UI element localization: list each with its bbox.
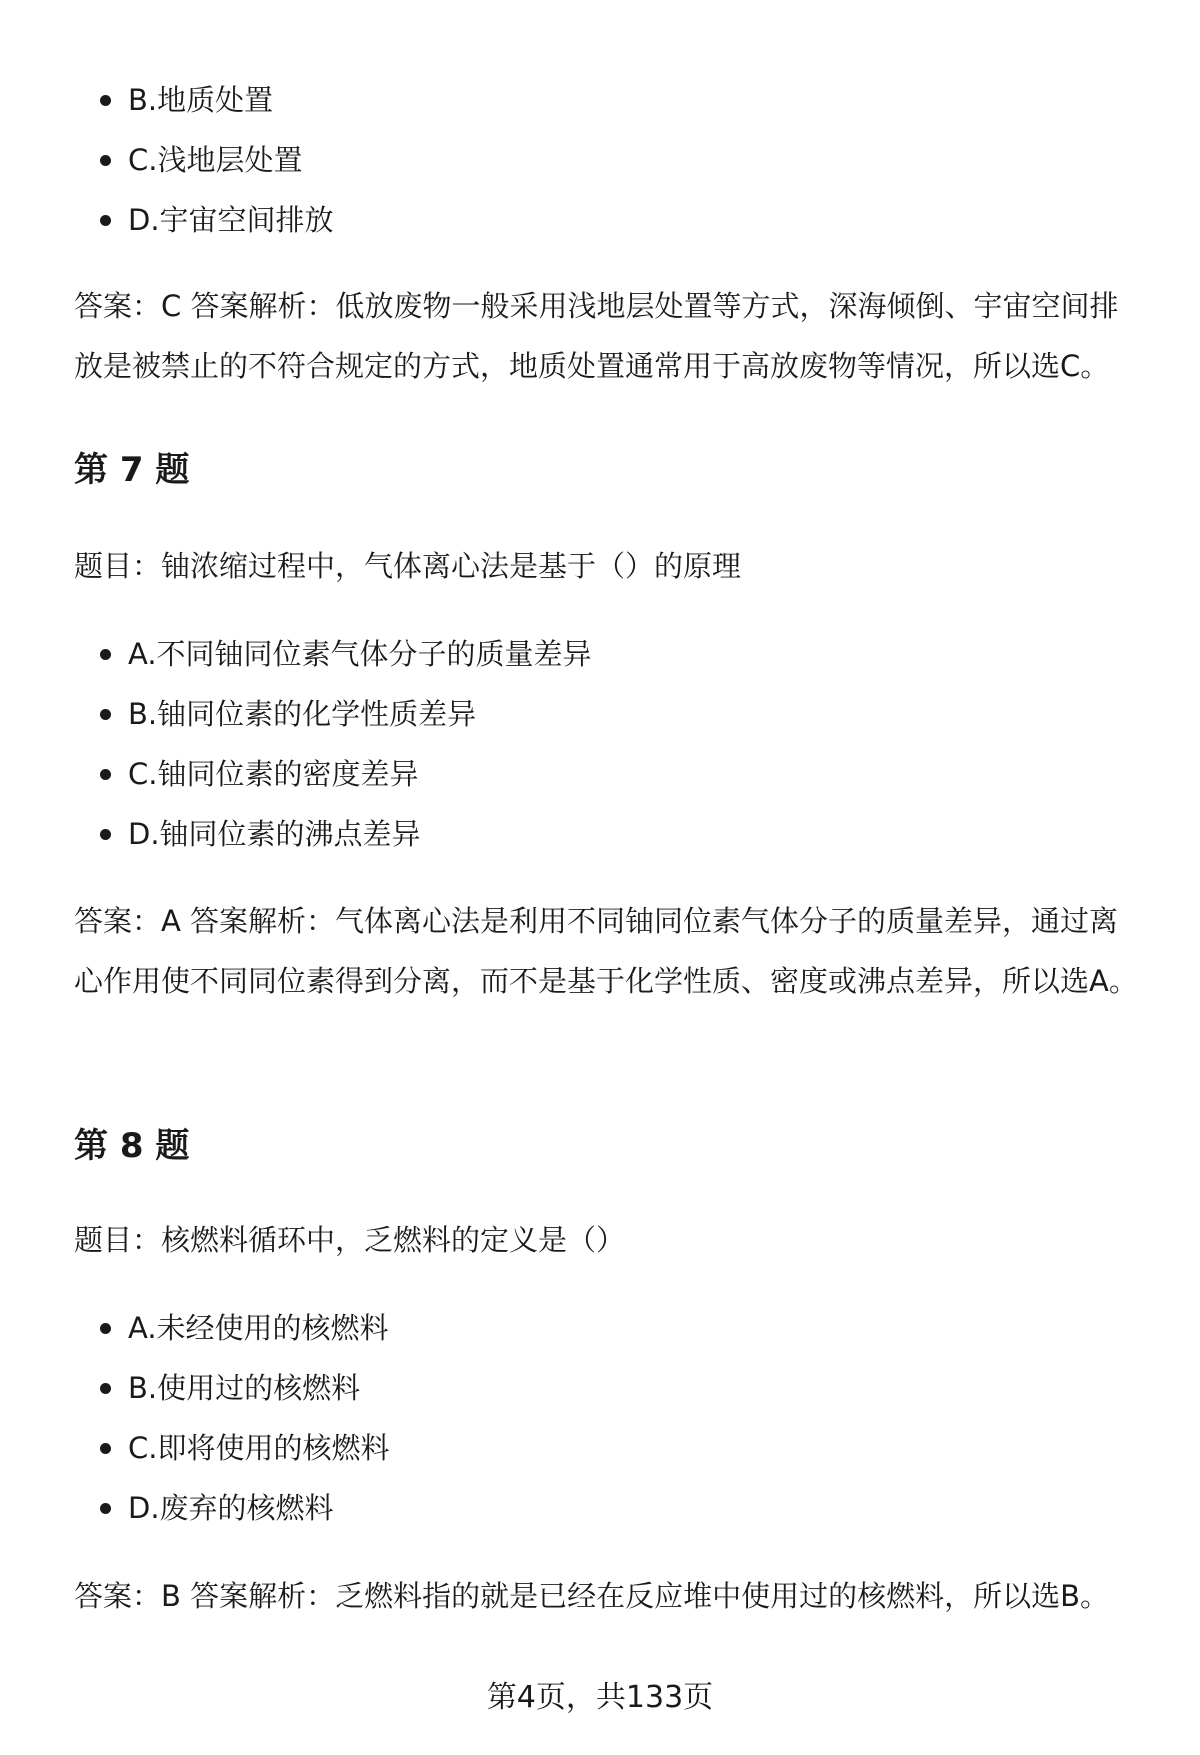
question-7-title: 第 7 题 <box>74 450 190 490</box>
option-text: B.地质处置 <box>128 83 274 117</box>
bullet-icon <box>100 649 111 660</box>
bullet-icon <box>100 155 111 166</box>
question-7-answer: 答案：A 答案解析：气体离心法是利用不同铀同位素气体分子的质量差异，通过离心作用使不同同位素得到分离，而不是基于化学性质、密度或沸点差异，所以选A。 <box>74 904 1138 998</box>
question-8-options <box>74 1298 389 1538</box>
option-text: D.废弃的核燃料 <box>128 1491 334 1525</box>
bullet-icon <box>100 95 111 106</box>
page-footer: 第4页，共133页 <box>486 1680 714 1715</box>
bullet-icon <box>100 1503 111 1514</box>
option-text: D.铀同位素的沸点差异 <box>128 817 421 851</box>
prev-options <box>74 70 334 250</box>
option-a <box>74 624 592 684</box>
option-d <box>74 804 592 864</box>
bullet-icon <box>100 1323 111 1334</box>
option-text: B.使用过的核燃料 <box>128 1371 361 1405</box>
option-text: A.未经使用的核燃料 <box>128 1311 389 1345</box>
bullet-icon <box>100 709 111 720</box>
question-7-options <box>74 624 592 864</box>
option-b <box>74 70 334 130</box>
option-text: A.不同铀同位素气体分子的质量差异 <box>128 637 592 671</box>
option-text: C.即将使用的核燃料 <box>128 1431 390 1465</box>
option-a <box>74 1298 389 1358</box>
question-8-answer: 答案：B 答案解析：乏燃料指的就是已经在反应堆中使用过的核燃料，所以选B。 <box>74 1579 1110 1613</box>
bullet-icon <box>100 1383 111 1394</box>
option-d <box>74 1478 389 1538</box>
bullet-icon <box>100 769 111 780</box>
bullet-icon <box>100 1443 111 1454</box>
option-c <box>74 1418 389 1478</box>
bullet-icon <box>100 215 111 226</box>
bullet-icon <box>100 829 111 840</box>
option-text: C.浅地层处置 <box>128 143 303 177</box>
question-8-text: 题目：核燃料循环中，乏燃料的定义是（） <box>74 1223 626 1257</box>
option-c <box>74 744 592 804</box>
option-text: D.宇宙空间排放 <box>128 203 334 237</box>
option-b <box>74 684 592 744</box>
option-d <box>74 190 334 250</box>
question-8-title: 第 8 题 <box>74 1126 190 1166</box>
option-text: B.铀同位素的化学性质差异 <box>128 697 477 731</box>
option-c <box>74 130 334 190</box>
question-7-text: 题目：铀浓缩过程中，气体离心法是基于（）的原理 <box>74 549 742 583</box>
prev-answer: 答案：C 答案解析：低放废物一般采用浅地层处置等方式，深海倾倒、宇宙空间排放是被禁止的不符合规定的方式，地质处置通常用于高放废物等情况，所以选C。 <box>74 289 1119 383</box>
option-text: C.铀同位素的密度差异 <box>128 757 419 791</box>
option-b <box>74 1358 389 1418</box>
